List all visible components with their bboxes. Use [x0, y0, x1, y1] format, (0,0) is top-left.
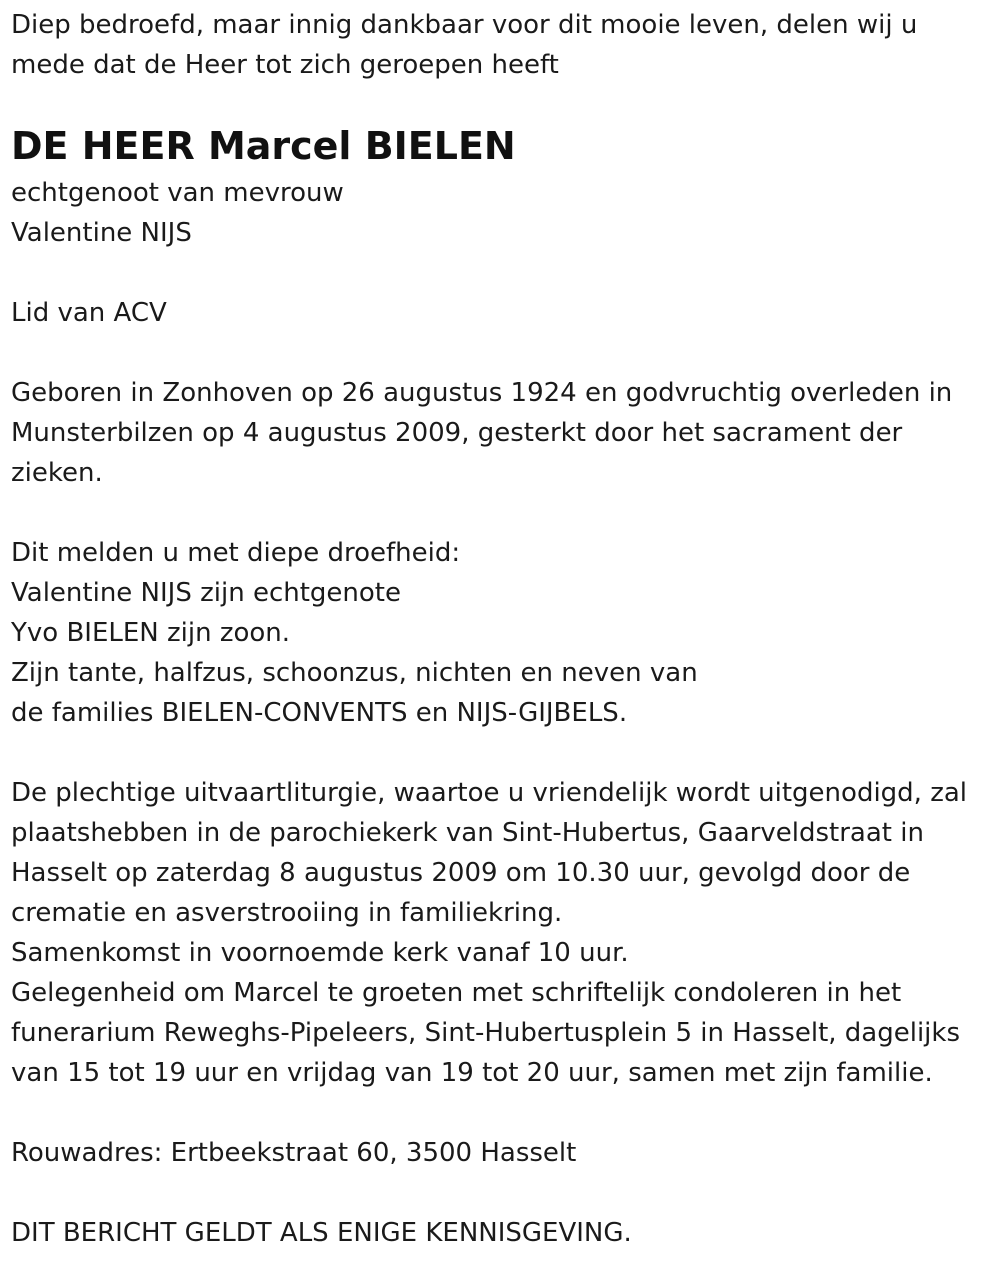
birth-death-line: zieken. [11, 458, 103, 488]
funeral-line: De plechtige uitvaartliturgie, waartoe u vriendelijk wordt uitgenodigd, zal [11, 778, 968, 808]
family-line: Valentine NIJS zijn echtgenote [11, 578, 401, 608]
funeral-line: Gelegenheid om Marcel te groeten met schriftelijk condoleren in het [11, 978, 902, 1008]
spouse-paragraph [11, 173, 344, 253]
funeral-line: van 15 tot 19 uur en vrijdag van 19 tot 20 uur, samen met zijn familie. [11, 1058, 933, 1088]
birth-death-line: Geboren in Zonhoven op 26 augustus 1924 en godvruchtig overleden in [11, 378, 953, 408]
membership-paragraph [11, 293, 167, 333]
family-paragraph [11, 533, 698, 733]
family-line: de families BIELEN-CONVENTS en NIJS-GIJBELS. [11, 698, 628, 728]
address-line: Rouwadres: Ertbeekstraat 60, 3500 Hasselt [11, 1138, 577, 1168]
birth-death-line: Munsterbilzen op 4 augustus 2009, gesterkt door het sacrament der [11, 418, 903, 448]
intro-line: mede dat de Heer tot zich geroepen heeft [11, 50, 559, 80]
spouse-line: echtgenoot van mevrouw [11, 178, 344, 208]
intro-line: Diep bedroefd, maar innig dankbaar voor dit mooie leven, delen wij u [11, 10, 918, 40]
funeral-line: Hasselt op zaterdag 8 augustus 2009 om 10.30 uur, gevolgd door de [11, 858, 911, 888]
family-line: Dit melden u met diepe droefheid: [11, 538, 461, 568]
notice-line: DIT BERICHT GELDT ALS ENIGE KENNISGEVING. [11, 1218, 632, 1248]
address-paragraph [11, 1133, 576, 1173]
family-line: Yvo BIELEN zijn zoon. [11, 618, 291, 648]
deceased-name-title: DE HEER Marcel BIELEN [11, 124, 516, 168]
intro-paragraph [11, 5, 917, 85]
funeral-line: crematie en asverstrooiing in familiekring. [11, 898, 563, 928]
birth-death-paragraph [11, 373, 952, 493]
funeral-line: plaatshebben in de parochiekerk van Sint-Hubertus, Gaarveldstraat in [11, 818, 924, 848]
spouse-line: Valentine NIJS [11, 218, 192, 248]
family-line: Zijn tante, halfzus, schoonzus, nichten en neven van [11, 658, 698, 688]
funeral-paragraph [11, 773, 967, 1093]
notice-paragraph [11, 1213, 632, 1253]
funeral-line: Samenkomst in voornoemde kerk vanaf 10 uur. [11, 938, 629, 968]
membership-line: Lid van ACV [11, 298, 167, 328]
funeral-line: funerarium Reweghs-Pipeleers, Sint-Hubertusplein 5 in Hasselt, dagelijks [11, 1018, 960, 1048]
